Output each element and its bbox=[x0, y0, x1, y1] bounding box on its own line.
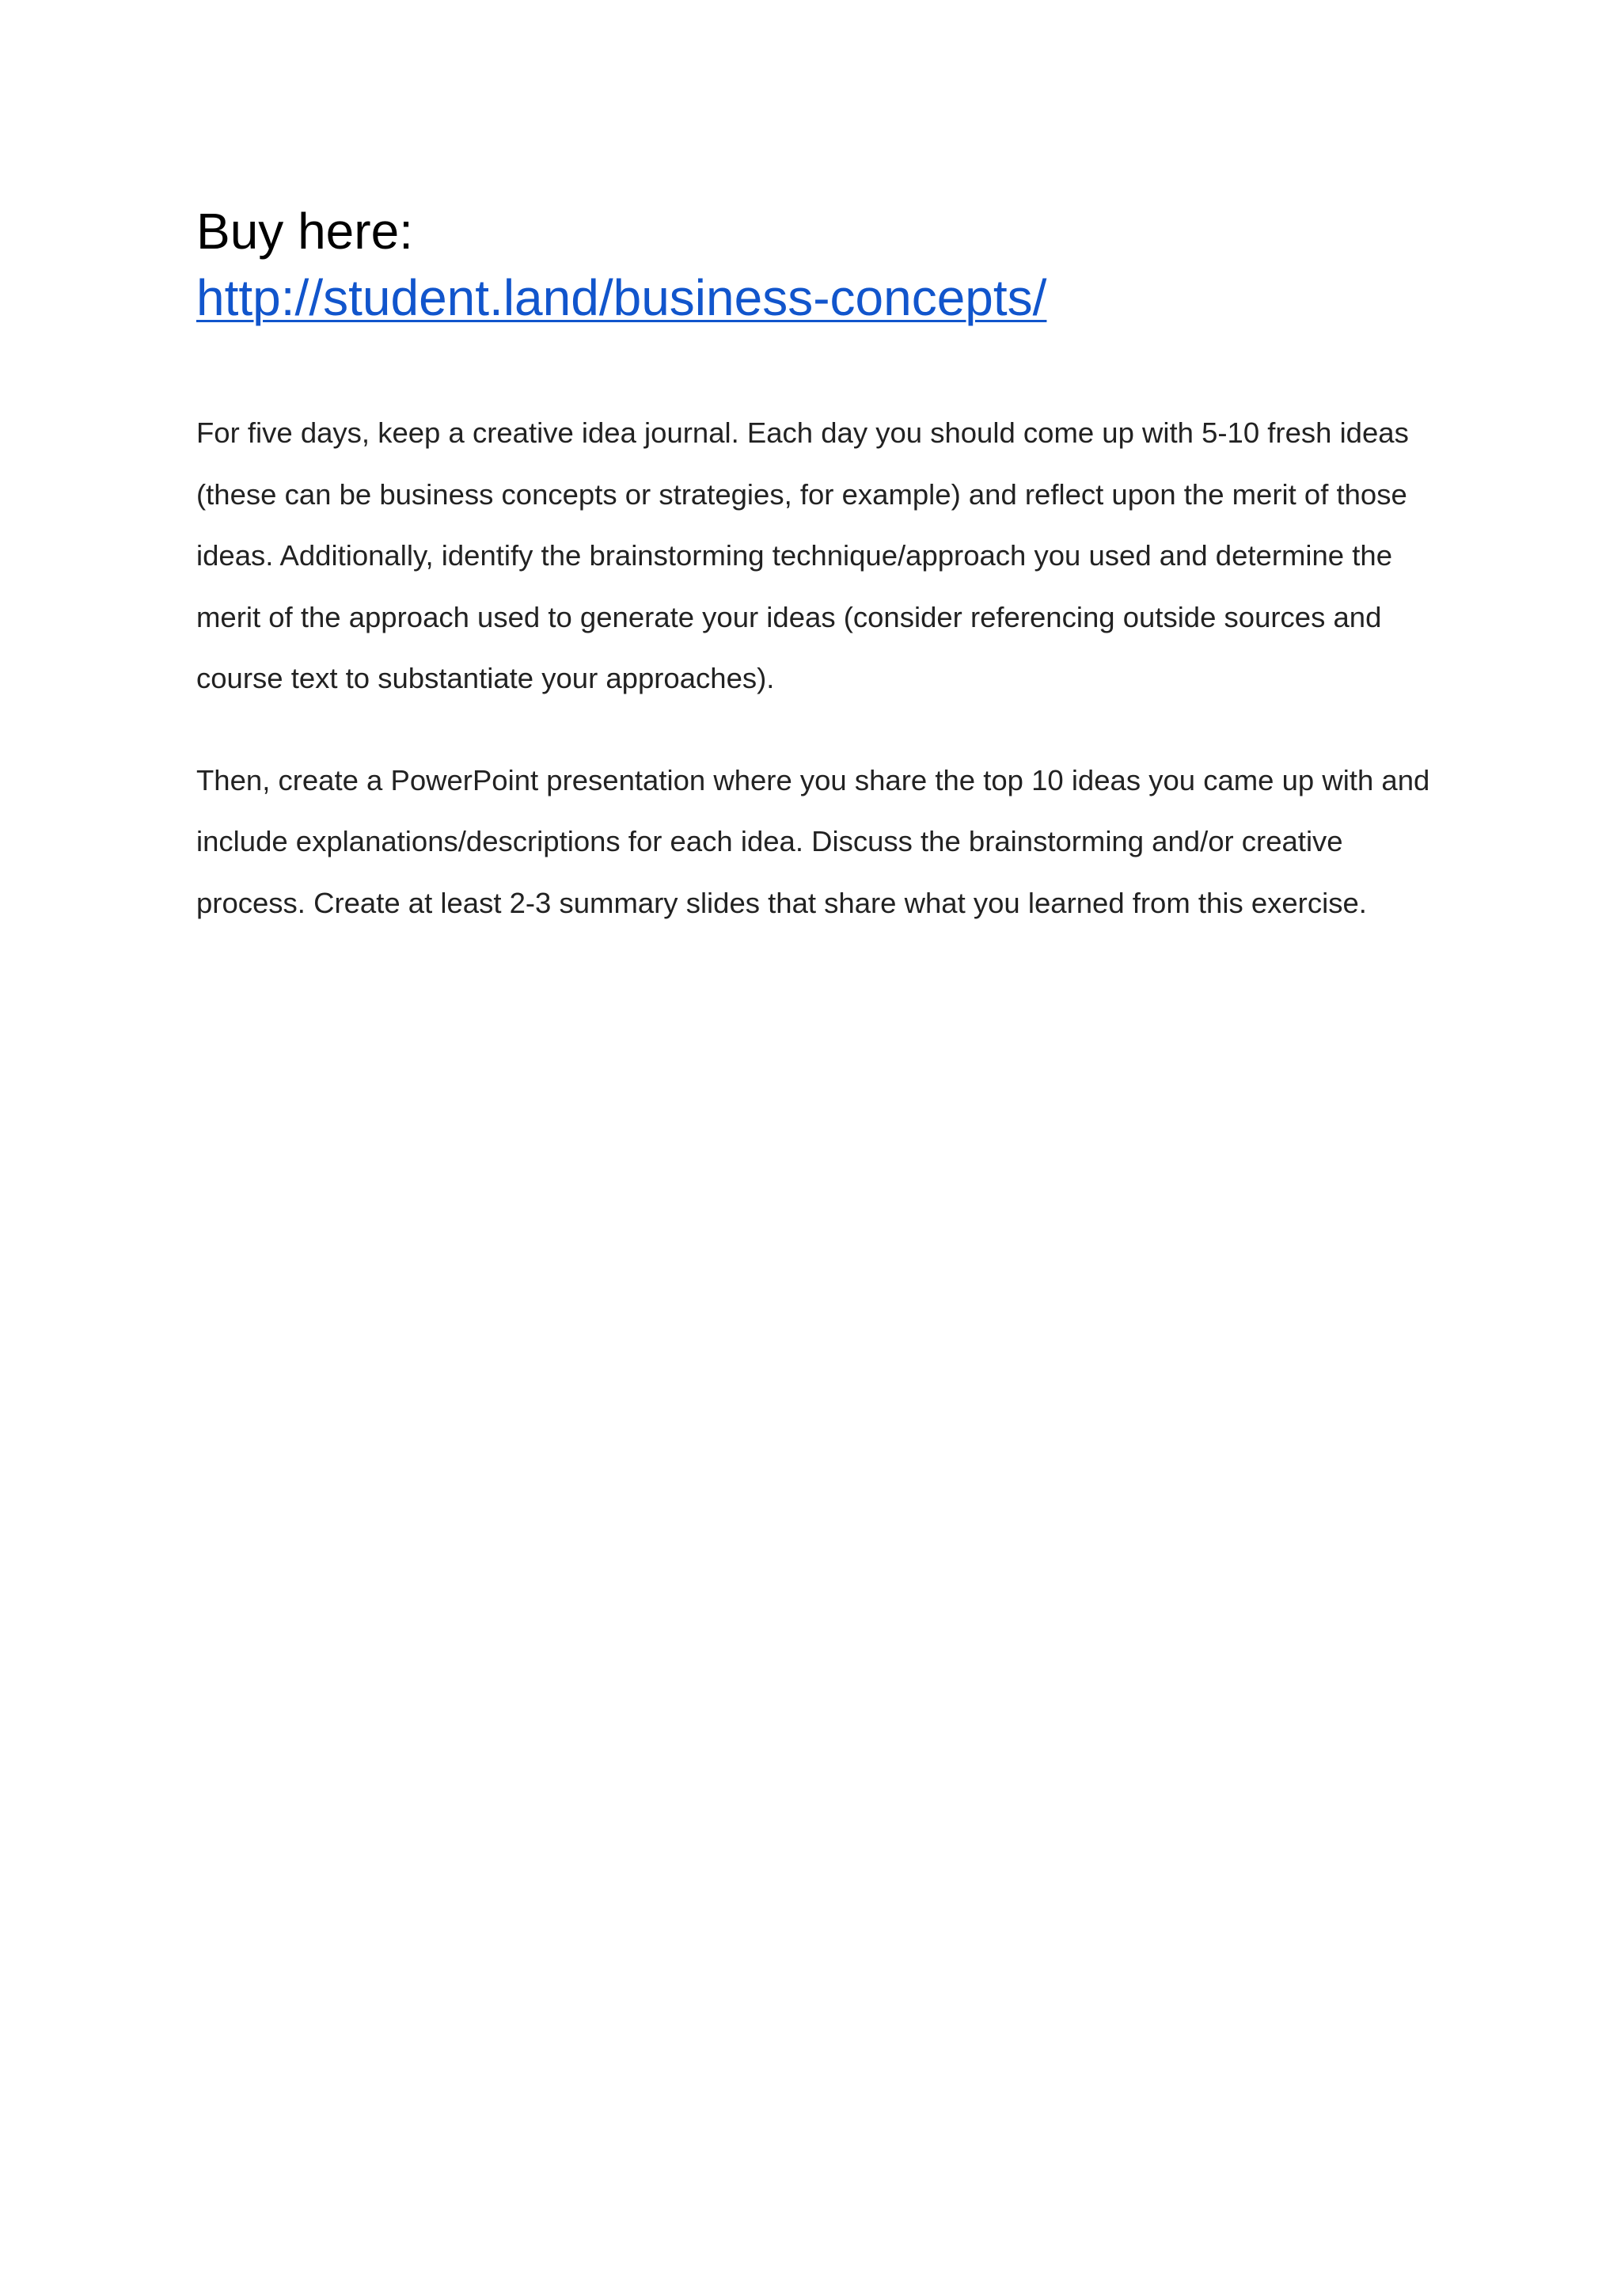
instructions-paragraph-2: Then, create a PowerPoint presentation where you share the top 10 ideas you came up with and include explanations/descriptions for each idea. Discuss the brainstorming and/or creative process. Create at least 2-3 summary slides that share what you learned from this exercise. bbox=[196, 763, 1430, 919]
buy-here-heading: Buy here: bbox=[196, 203, 413, 260]
purchase-link[interactable]: http://student.land/business-concepts/ bbox=[196, 269, 1047, 326]
document-content bbox=[196, 198, 1431, 933]
link-line bbox=[196, 264, 1431, 331]
instructions-paragraph-1: For five days, keep a creative idea journal. Each day you should come up with 5-10 fresh ideas (these can be business concepts or strategies, for example) and reflect upon the merit of those ideas. Additionally, identify the brainstorming technique/approach you used and determine the merit of the approach used to generate your ideas (consider referencing outside sources and course text to substantiate your approaches). bbox=[196, 416, 1409, 694]
